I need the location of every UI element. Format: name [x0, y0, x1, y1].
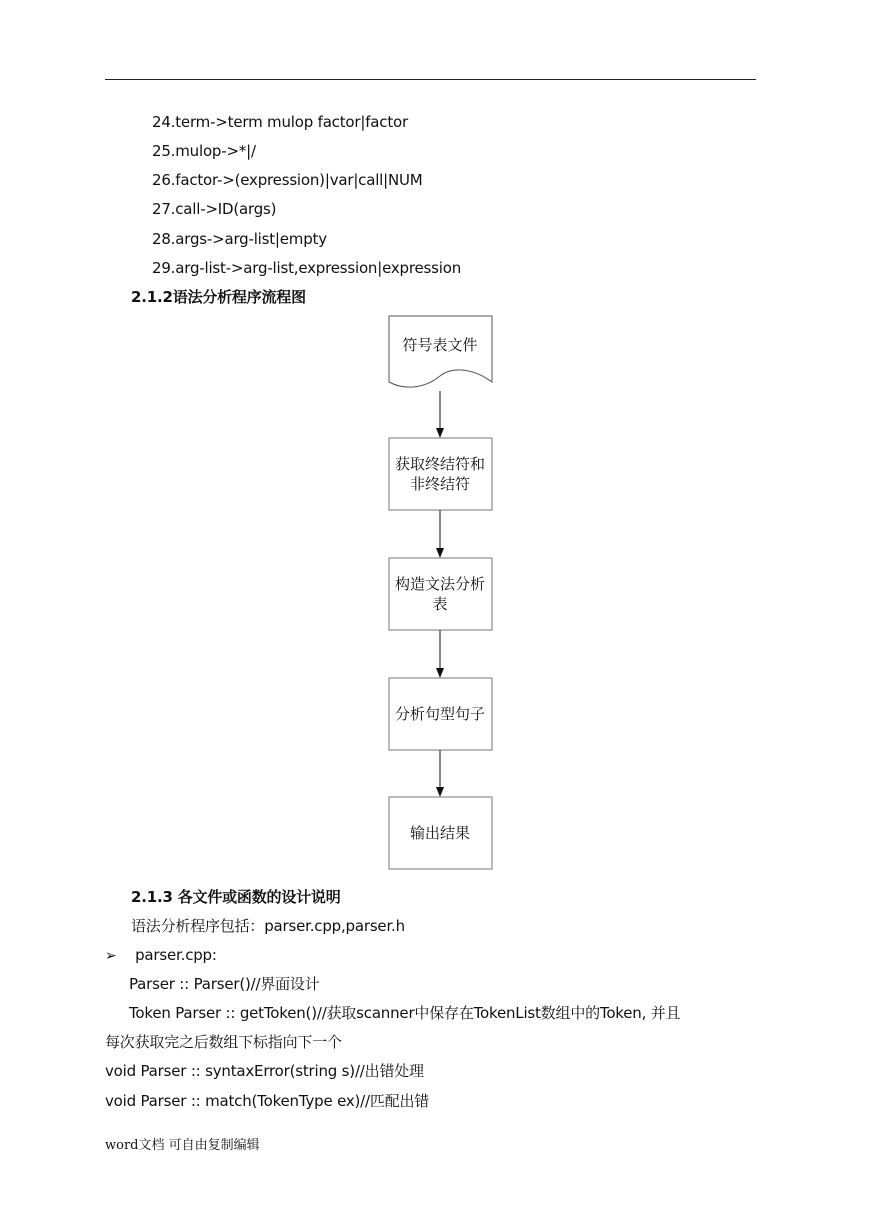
intro-text: 语法分析程序包括：parser.cpp,parser.h [131, 917, 405, 935]
func-match: void Parser :: match(TokenType ex)//匹配出错 [105, 1092, 430, 1110]
flow-node-build-table-line2: 表 [432, 595, 448, 613]
grammar-rule-27: 27.call->ID(args) [152, 200, 277, 218]
flow-node-get-symbols [389, 438, 492, 510]
flow-node-get-symbols-line2: 非终结符 [409, 475, 471, 493]
page-footer: word文档 可自由复制编辑 [105, 1138, 260, 1153]
grammar-rule-29: 29.arg-list->arg-list,expression|expression [152, 259, 462, 277]
flow-node-build-table [389, 558, 492, 630]
section-heading-212: 2.1.2语法分析程序流程图 [131, 288, 306, 306]
grammar-rule-26: 26.factor->(expression)|var|call|NUM [152, 171, 423, 189]
func-get-token-cont: 每次获取完之后数组下标指向下一个 [105, 1033, 342, 1051]
flow-node-get-symbols-line1: 获取终结符和 [394, 455, 486, 473]
flow-node-build-table-line1: 构造文法分析 [394, 575, 486, 593]
grammar-rule-25: 25.mulop->*|/ [152, 142, 256, 160]
bullet-text: parser.cpp: [135, 946, 217, 964]
flow-node-output-text: 输出结果 [409, 824, 471, 842]
section-heading-213: 2.1.3 各文件或函数的设计说明 [131, 888, 341, 906]
grammar-rule-28: 28.args->arg-list|empty [152, 230, 327, 248]
grammar-rule-24: 24.term->term mulop factor|factor [152, 113, 408, 131]
bullet-arrow-icon: ➢ [105, 948, 117, 964]
func-get-token: Token Parser :: getToken()//获取scanner中保存在TokenList数组中的Token, 并且 [129, 1004, 681, 1022]
bullet-row [105, 945, 217, 966]
func-syntax-error: void Parser :: syntaxError(string s)//出错处理 [105, 1062, 424, 1080]
flow-node-symbol-file-text: 符号表文件 [402, 336, 478, 354]
func-parser-ctor: Parser :: Parser()//界面设计 [129, 975, 320, 993]
flow-node-analyze-text: 分析句型句子 [394, 705, 486, 723]
